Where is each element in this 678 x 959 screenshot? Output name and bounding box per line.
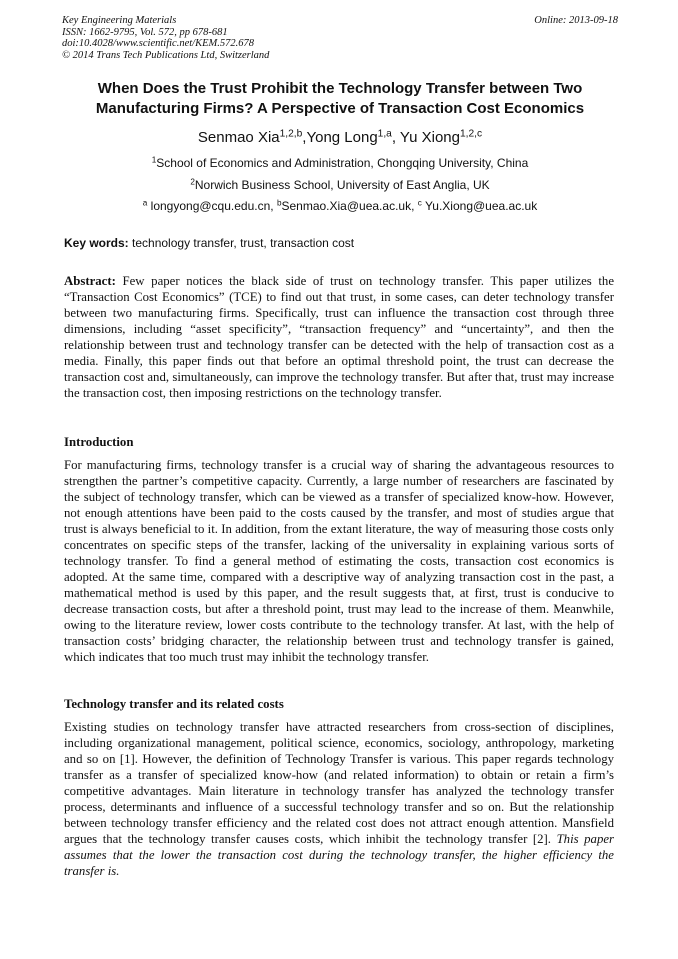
affiliation-1: [62, 156, 618, 170]
keywords-text: technology transfer, trust, transaction cost: [128, 236, 355, 250]
journal-header: [62, 15, 618, 61]
journal-name: Key Engineering Materials: [62, 15, 177, 26]
author-superscript: 1,a: [377, 128, 392, 140]
author-name: Yu Xiong: [399, 129, 460, 146]
affiliation-superscript: 1: [151, 155, 157, 165]
author-superscript: 1,2,b: [279, 128, 303, 140]
author-separator: ,: [302, 129, 307, 146]
title-line-1: When Does the Trust Prohibit the Technology Transfer between Two: [97, 80, 583, 97]
abstract: [64, 273, 614, 401]
abstract-label: Abstract:: [64, 274, 116, 288]
email-link[interactable]: Senmao.Xia@uea.ac.uk,: [281, 199, 418, 213]
title-line-2: Manufacturing Firms? A Perspective of Transaction Cost Economics: [95, 100, 585, 117]
issn-line: ISSN: 1662-9795, Vol. 572, pp 678-681: [62, 26, 228, 38]
technology-transfer-paragraph: [64, 719, 614, 879]
online-date: Online: 2013-09-18: [534, 15, 618, 26]
email-superscript: a: [142, 198, 148, 208]
section-heading-technology-transfer: Technology transfer and its related costs: [64, 697, 284, 711]
affiliation-2: [62, 178, 618, 192]
author-list: [62, 129, 618, 147]
paragraph-text: Existing studies on technology transfer have attracted researchers from cross-section of disciplines, including organizational management, political science, economics, sociology, anthropology, marketing and so on [1]. However, the definition of Technology Transfer is various. This paper regards technology transfer as a transfer of specialized know-how (and related information) to obtain or retain a firm’s competitive advantages. Main literature in technology transfer has analyzed the technology transfer process, determinants and influence of a successful technology transfer and so on. But the relationship between technology transfer efficiency and the related cost does not attract enough attention. Mansfield argues that the technology transfer causes costs, which inhibit the technology transfer [2].: [64, 720, 614, 846]
italic-assumption: This paper assumes that the lower the transaction cost during the technology transfer, the higher efficiency the transfer is.: [64, 832, 615, 878]
abstract-text: Few paper notices the black side of trust on technology transfer. This paper utilizes the “Transaction Cost Economics” (TCE) to find out that trust, in some cases, can deter technology transfer between two manufacturing firms. Specifically, trust can influence the transaction cost through three dimensions, including “asset specificity”, “transaction frequency” and “uncertainty”, and then the relationship between trust and technology transfer can be detected with the help of transaction cost as a media. Finally, this paper finds out that before an optimal threshold point, the trust can decrease the transaction cost and, simultaneously, can improve the technology transfer. But after that, trust may increase the transaction cost, then imposing restrictions on the technology transfer.: [64, 274, 614, 400]
copyright-line: © 2014 Trans Tech Publications Ltd, Switzerland: [62, 49, 270, 61]
email-link[interactable]: Yu.Xiong@uea.ac.uk: [421, 199, 538, 213]
author-superscript: 1,2,c: [459, 128, 483, 140]
author-name: Senmao Xia: [197, 129, 280, 146]
keywords: [64, 236, 618, 250]
author-name: Yong Long: [306, 129, 378, 146]
author-separator: ,: [391, 129, 400, 146]
email-link[interactable]: longyong@cqu.edu.cn,: [147, 199, 277, 213]
introduction-paragraph: For manufacturing firms, technology transfer is a crucial way of sharing the advantageous resources to strengthen the partner’s competitive capacity. Currently, a large number of researchers are fascinated by the subject of technology transfer, which can be viewed as a transfer of specialized know-how. However, not enough attentions have been paid to the costs caused by the transfer, and most of studies argue that trust is always beneficial to it. In addition, from the extant literature, the way of measuring those costs only concentrates on specific steps of the transfer, lacking of the universality in explaining various sorts of technology transfer. To find a general method of estimating the costs, transaction cost economics is adopted. At the same time, compared with a descriptive way of analyzing transaction cost in the past, a mathematical method is used by this paper, and the result suggests that, at first, trust is conducive to decrease transaction costs, but after a threshold point, trust may lead to the increase of them. Meanwhile, owing to the literature review, lower costs contribute to the technology transfer. At last, with the help of transaction costs’ bridging character, the relationship between trust and technology transfer is gained, which indicates that too much trust may inhibit the technology transfer.: [64, 458, 614, 664]
section-heading-introduction: Introduction: [64, 435, 134, 449]
author-emails: [62, 199, 618, 213]
doi-line: doi:10.4028/www.scientific.net/KEM.572.678: [62, 38, 254, 50]
email-superscript: c: [417, 198, 422, 208]
affiliation-text: School of Economics and Administration, Chongqing University, China: [156, 156, 529, 170]
email-superscript: b: [276, 198, 282, 208]
affiliation-superscript: 2: [190, 177, 195, 187]
keywords-label: Key words:: [64, 236, 129, 250]
paper-title: [62, 79, 618, 119]
affiliation-text: Norwich Business School, University of East Anglia, UK: [194, 178, 490, 192]
